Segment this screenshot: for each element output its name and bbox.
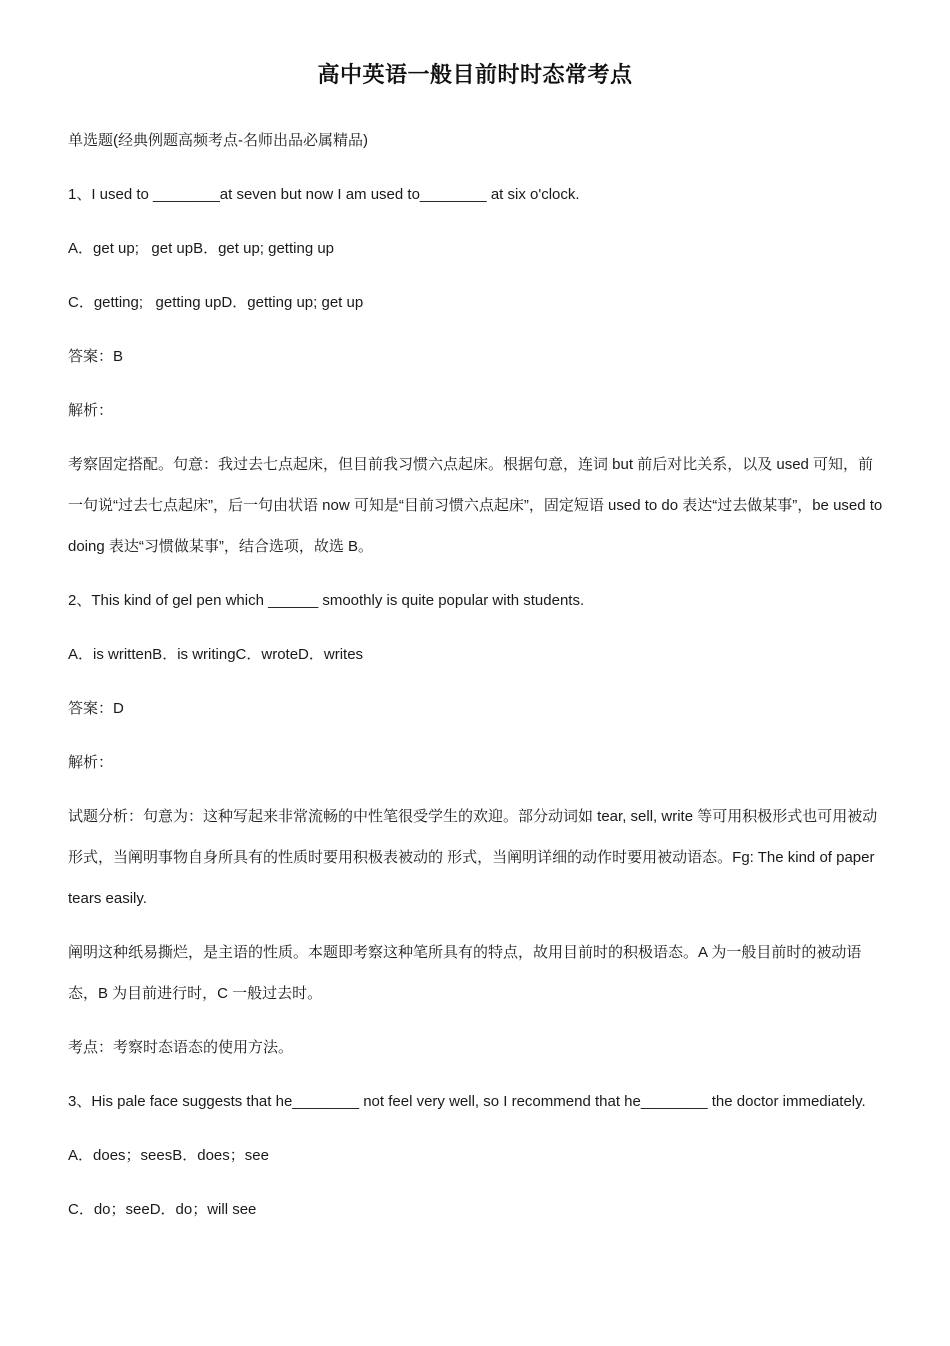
question-3-options-cd: C．do；seeD．do；will see	[68, 1201, 257, 1218]
question-1-analysis-label: 解析：	[68, 402, 114, 419]
document-title: 高中英语一般目前时时态常考点	[317, 62, 633, 87]
document-body	[68, 120, 887, 1230]
question-2-analysis-2: 阐明这种纸易撕烂，是主语的性质。本题即考察这种笔所具有的特点，故用目前时的积极语态。A 为一般目前时的被动语态，B 为目前进行时，C 一般过去时。	[68, 944, 862, 1002]
question-2-key-point: 考点：考察时态语态的使用方法。	[68, 1039, 294, 1056]
question-1-answer: 答案：B	[68, 348, 124, 365]
question-1-options-ab: A．get up; get upB．get up; getting up	[68, 240, 335, 257]
question-2-stem: 2、This kind of gel pen which ______ smoothly is quite popular with students.	[68, 592, 585, 609]
question-3-stem: 3、His pale face suggests that he________ not feel very well, so I recommend that he________ the doctor immediately.	[68, 1093, 866, 1110]
section-heading: 单选题(经典例题高频考点-名师出品必属精品)	[68, 132, 368, 149]
question-2-answer: 答案：D	[68, 700, 124, 717]
question-1-analysis: 考察固定搭配。句意：我过去七点起床，但目前我习惯六点起床。根据句意，连词 but 前后对比关系，以及 used 可知，前一句说“过去七点起床”，后一句由状语 now 可知是“目前习惯六点起床”，固定短语 used to do 表达“过去做某事”，be used to doing 表达“习惯做某事”，结合选项，故选 B。	[68, 456, 887, 555]
question-2-analysis-1: 试题分析：句意为：这种写起来非常流畅的中性笔很受学生的欢迎。部分动词如 tear, sell, write 等可用积极形式也可用被动形式，当阐明事物自身所具有的性质时要用积极表被动的 形式，当阐明详细的动作时要用被动语态。Fg: The kind of paper tears easily.	[68, 808, 879, 907]
question-2-options: A．is writtenB．is writingC．wroteD．writes	[68, 646, 364, 663]
question-3-options-ab: A．does；seesB．does；see	[68, 1147, 269, 1164]
question-1-options-cd: C．getting; getting upD．getting up; get up	[68, 294, 364, 311]
question-2-analysis-label: 解析：	[68, 754, 114, 771]
question-1-stem: 1、I used to ________at seven but now I am used to________ at six o'clock.	[68, 186, 580, 203]
